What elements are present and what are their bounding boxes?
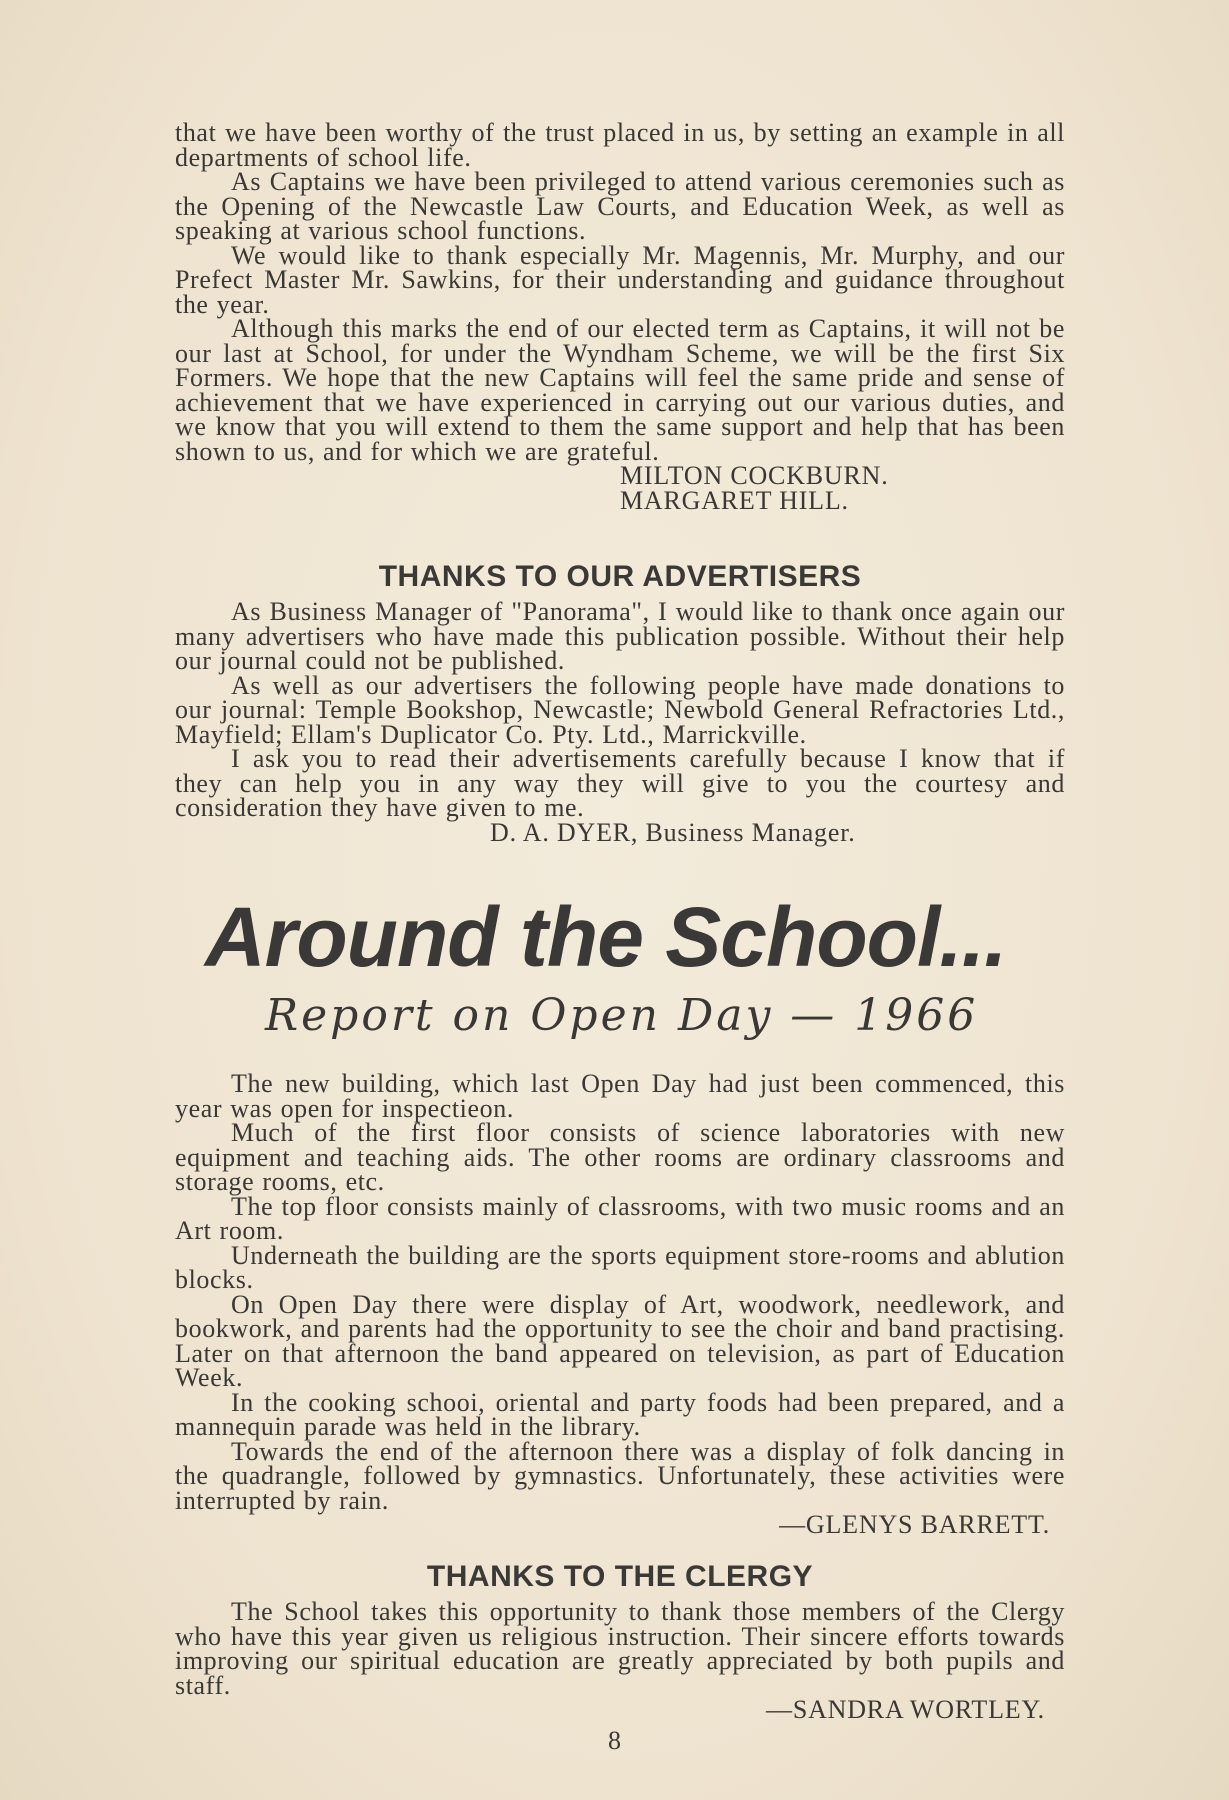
paragraph: The top floor consists mainly of classrooms, with two music rooms and an Art room. [175,1191,1065,1245]
paragraph: Although this marks the end of our elected term as Captains, it will not be our last at School, for under the Wyndham Scheme, we will be the first Six Formers. We hope that the new Captains will feel the same pride and sense of achievement that we have experienced in carrying out our various duties, and we know that you will extend to them the same support and help that has been shown to us, and for which we are grateful. [175,314,1065,466]
paragraph: In the cooking schooi, oriental and party foods had been prepared, and a mannequin parade was held in the library. [175,1387,1065,1441]
advertisers-section [175,560,1065,594]
page-number: 8 [608,1726,621,1755]
clergy-section [175,1560,1065,1594]
section-heading: THANKS TO OUR ADVERTISERS [378,560,862,593]
paragraph: We would like to thank especially Mr. Magennis, Mr. Murphy, and our Prefect Master Mr. Sawkins, for their understanding and guidance throughout the year. [175,240,1065,319]
subtitle: Report on Open Day — 1966 [265,990,979,1041]
section-heading: THANKS TO THE CLERGY [426,1560,814,1593]
advertisers-body [175,597,1065,847]
paragraph: I ask you to read their advertisements carefully because I know that if they can help you in any way they will give to you the courtesy and consideration they have given to me. [175,744,1065,822]
signature: MARGARET HILL. [620,485,849,515]
paragraph: Underneath the building are the sports equipment store-rooms and ablution blocks. [175,1240,1065,1294]
paragraph: The new building, which last Open Day had just been commenced, this year was open for inspectieon. [175,1069,1065,1123]
open-day-report [175,1069,1065,1539]
paragraph: On Open Day there were display of Art, woodwork, needlework, and bookwork, and parents had the opportunity to see the choir and band practising. Later on that afternoon the band appeared on television, as part of Education Week. [175,1289,1065,1392]
paragraph: The School takes this opportunity to thank those members of the Clergy who have this year given us religious instruction. Their sincere efforts towards improving our spiritual education are greatly appreciated by both pupils and staff. [175,1597,1065,1700]
paragraph: Towards the end of the afternoon there was a display of folk dancing in the quadrangle, followed by gymnastics. Unfortunately, these activities were interrupted by rain. [175,1436,1065,1515]
paragraph: Much of the first floor consists of science laboratories with new equipment and teaching aids. The other rooms are ordinary classrooms and storage rooms, etc. [175,1118,1065,1196]
signature: D. A. DYER, Business Manager. [490,817,856,847]
paragraph: As Business Manager of "Panorama", I would like to thank once again our many advertisers who have made this publication possible. Without their help our journal could not be published. [175,597,1065,675]
signature: —GLENYS BARRETT. [779,1510,1050,1539]
signature: MILTON COCKBURN. [620,461,889,490]
page-title: Around the School... [205,890,1007,984]
paragraph: that we have been worthy of the trust placed in us, by setting an example in all departments of school life. [175,118,1065,172]
paragraph: As Captains we have been privileged to attend various ceremonies such as the Opening of the Newcastle Law Courts, and Education Week, as well as speaking at various school functions. [175,167,1065,245]
signature: —SANDRA WORTLEY. [766,1695,1045,1724]
paragraph: As well as our advertisers the following people have made donations to our journal: Temple Bookshop, Newcastle; Newbold General Refractories Ltd., Mayfield; Ellam's Duplicator Co. Pty. Ltd., Marrickville. [175,670,1065,749]
clergy-body [175,1597,1065,1724]
captains-report [175,118,1065,515]
